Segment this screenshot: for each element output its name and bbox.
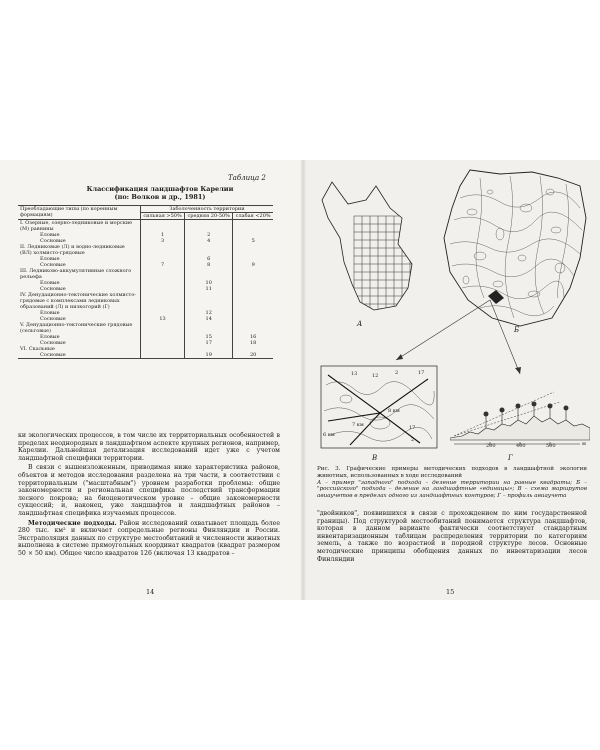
paragraph-3-heading: Методические подходы. <box>28 519 117 527</box>
table-body <box>18 220 273 359</box>
table-title-line2: (по: Волков и др., 1981) <box>114 193 206 201</box>
table-row-label: Сосновые <box>40 340 66 346</box>
route-label-1: 13 <box>351 371 358 377</box>
table-row-label: Сосновые <box>40 286 66 292</box>
table-row-label: Сосновые <box>40 316 66 322</box>
table-cell <box>233 220 273 233</box>
figure-v-route-scheme <box>320 365 438 455</box>
table-row-label: Еловые <box>40 232 60 238</box>
table-row <box>18 220 273 233</box>
table-row <box>18 292 273 310</box>
table-row <box>18 352 273 359</box>
table-cell <box>141 322 185 334</box>
col-header-weak: слабая <20% <box>233 213 273 220</box>
figure-label-a: А <box>357 320 363 328</box>
figure-label-b: Б <box>514 326 520 334</box>
table-cell: 8 <box>185 262 233 268</box>
table-cell: 6 <box>185 256 233 262</box>
table-cell <box>185 322 233 334</box>
page-number-left: 14 <box>146 588 155 596</box>
figure-label-v: В <box>372 454 378 462</box>
table-row-label: Сосновые <box>40 238 66 244</box>
table-row-label: Сосновые <box>18 352 141 359</box>
figure-label-g: Г <box>508 454 513 462</box>
table-cell: 17 <box>185 340 233 346</box>
table-row-label: II. Ледниковые (Л) и водно-ледниковые (ВЛ) холмисто-грядовые <box>20 244 125 256</box>
table-cell: 10 <box>185 280 233 286</box>
landscape-table <box>18 205 273 359</box>
table-row-label: Еловые <box>40 256 60 262</box>
table-cell <box>141 220 185 233</box>
table-cell: 4 <box>185 238 233 244</box>
right-body-text <box>317 510 587 563</box>
paragraph-3 <box>18 520 280 558</box>
table-cell: 13 <box>141 316 185 322</box>
table-cell: 19 <box>185 352 233 359</box>
route-label-7: 17 <box>409 425 416 431</box>
table-row-label: IV. Денудационно-тектонические холмисто-грядовые с комплексами ледниковых образований (Л) и низкогорий (Г) <box>20 292 137 310</box>
route-label-2: 12 <box>372 373 379 379</box>
scale-tick-1: 200 <box>486 443 496 449</box>
route-label-9: 6 км <box>323 432 335 438</box>
table-cell: 2 <box>185 232 233 238</box>
table-cell <box>233 322 273 334</box>
route-label-6: 7 км <box>352 422 364 428</box>
route-label-5: 8 км <box>388 408 400 414</box>
table-cell: 15 <box>185 334 233 340</box>
table-cell: 3 <box>141 238 185 244</box>
caption-main: Рис. 3. Графические примеры методических подходов в ландшафтной экологии животных, использованных в ходе исследований <box>317 466 587 479</box>
figure-g-flight-profile <box>450 388 590 448</box>
table-row-label: Еловые <box>40 280 60 286</box>
table-cell: 9 <box>233 262 273 268</box>
table-row-label: V. Денудационно-тектонические грядовые (сельговые) <box>20 322 133 334</box>
table-row-label: Еловые <box>40 310 60 316</box>
table-cell <box>185 220 233 233</box>
table-cell <box>185 268 233 280</box>
right-paragraph: "двойников", появившихся в связи с прохождением по ним государственной границы). Под структурой местообитаний понимается структура ландшафтов, которая в данном варианте фактически соответствует стандартным инвентаризационным таблицам распределения территории по категориям земель, а также по возрастной и породной структуре лесов. Основные методические принципы обобщения данных по инвентаризации лесов Финляндии <box>317 510 587 563</box>
book-spread <box>0 160 600 600</box>
table-cell <box>185 292 233 310</box>
table-cell: 14 <box>185 316 233 322</box>
table-cell: 16 <box>233 334 273 340</box>
paragraph-1: ки экологических процессов, в том числе их территориальных особенностей в пределах неоднородных в ландшафтном аспекте крупных регионов, например, Карелии. Дальнейшая детализация исследований идет уже с учетом ландшафтной специфики территории. <box>18 432 280 462</box>
table-cell <box>185 244 233 256</box>
table-title-line1: Классификация ландшафтов Карелии <box>86 185 234 193</box>
table-cell: 20 <box>233 352 273 359</box>
scale-tick-2: 400 <box>516 443 526 449</box>
table-row-label: Сосновые <box>40 262 66 268</box>
scale-tick-3: 500 <box>546 443 556 449</box>
table-cell: 18 <box>233 340 273 346</box>
table-cell: 1 <box>141 232 185 238</box>
table-cell <box>233 292 273 310</box>
table-row <box>18 322 273 334</box>
col-group-header: Заболоченность территории <box>141 206 274 213</box>
figure-caption <box>317 466 587 500</box>
route-label-3: 2 <box>395 370 399 376</box>
table-row <box>18 268 273 280</box>
table-label: Таблица 2 <box>228 174 266 182</box>
route-label-8: 2 <box>411 437 415 443</box>
table-cell <box>141 244 185 256</box>
col-header-medium: средняя 20-50% <box>185 213 233 220</box>
col-type-header: Преобладающие типы (по коренным формациям) <box>18 206 141 220</box>
table-row-label: VI. Скальные <box>20 346 55 352</box>
table-row-label: III. Ледниково-аккумулятивные сложного рельефа <box>20 268 132 280</box>
scale-unit: м <box>582 441 586 447</box>
table-row <box>18 244 273 256</box>
page-number-right: 15 <box>446 588 455 596</box>
table-cell <box>141 292 185 310</box>
caption-sub: А – пример "западного" подхода – деление территории на равные квадраты; Б – "российского" подхода – деление на ландшафтные «единицы»; В – схема маршрутов авиаучетов в пределах одного из ландшафтных контуров; Г – профиль авиаучета <box>317 479 587 500</box>
table-cell <box>141 352 185 359</box>
table-cell <box>233 268 273 280</box>
table-cell: 7 <box>141 262 185 268</box>
left-body-text <box>18 432 280 560</box>
table-cell: 5 <box>233 238 273 244</box>
route-label-4: 17 <box>418 370 425 376</box>
col-header-strong: сильная >50% <box>141 213 185 220</box>
table-row-label: I. Озерные, озерно-ледниковые и морские (М) равнины <box>20 220 133 232</box>
table-cell: 11 <box>185 286 233 292</box>
table-cell <box>233 244 273 256</box>
table-cell: 12 <box>185 310 233 316</box>
paragraph-3-text: Район исследований охватывает площадь более 280 тыс. км² и включает сопредельные регионы Финляндии и России. Экстраполяция данных по структуре местообитаний и численности животных выполнена в системе прямоугольных координат квадратов (квадрат размером 50 × 50 км). Общее число квадратов 126 (включая 13 квадратов – <box>18 519 280 557</box>
table-title <box>70 185 250 201</box>
table-cell <box>141 268 185 280</box>
table-row-label: Еловые <box>40 334 60 340</box>
paragraph-2: В связи с вышеизложенным, приводимая ниже характеристика районов, объектов и методов исследования разделена на три части, в соответствии с территориальным ("масштабным") уровнем разработки проблемы: общие закономерности и региональная специфика последствий трансформации лесного покрова; на биоценотическом уровне – общие закономерности сукцессий; и, наконец, уже ландшафтов и ландшафтных районов – ландшафтная специфика изучаемых процессов. <box>18 464 280 517</box>
